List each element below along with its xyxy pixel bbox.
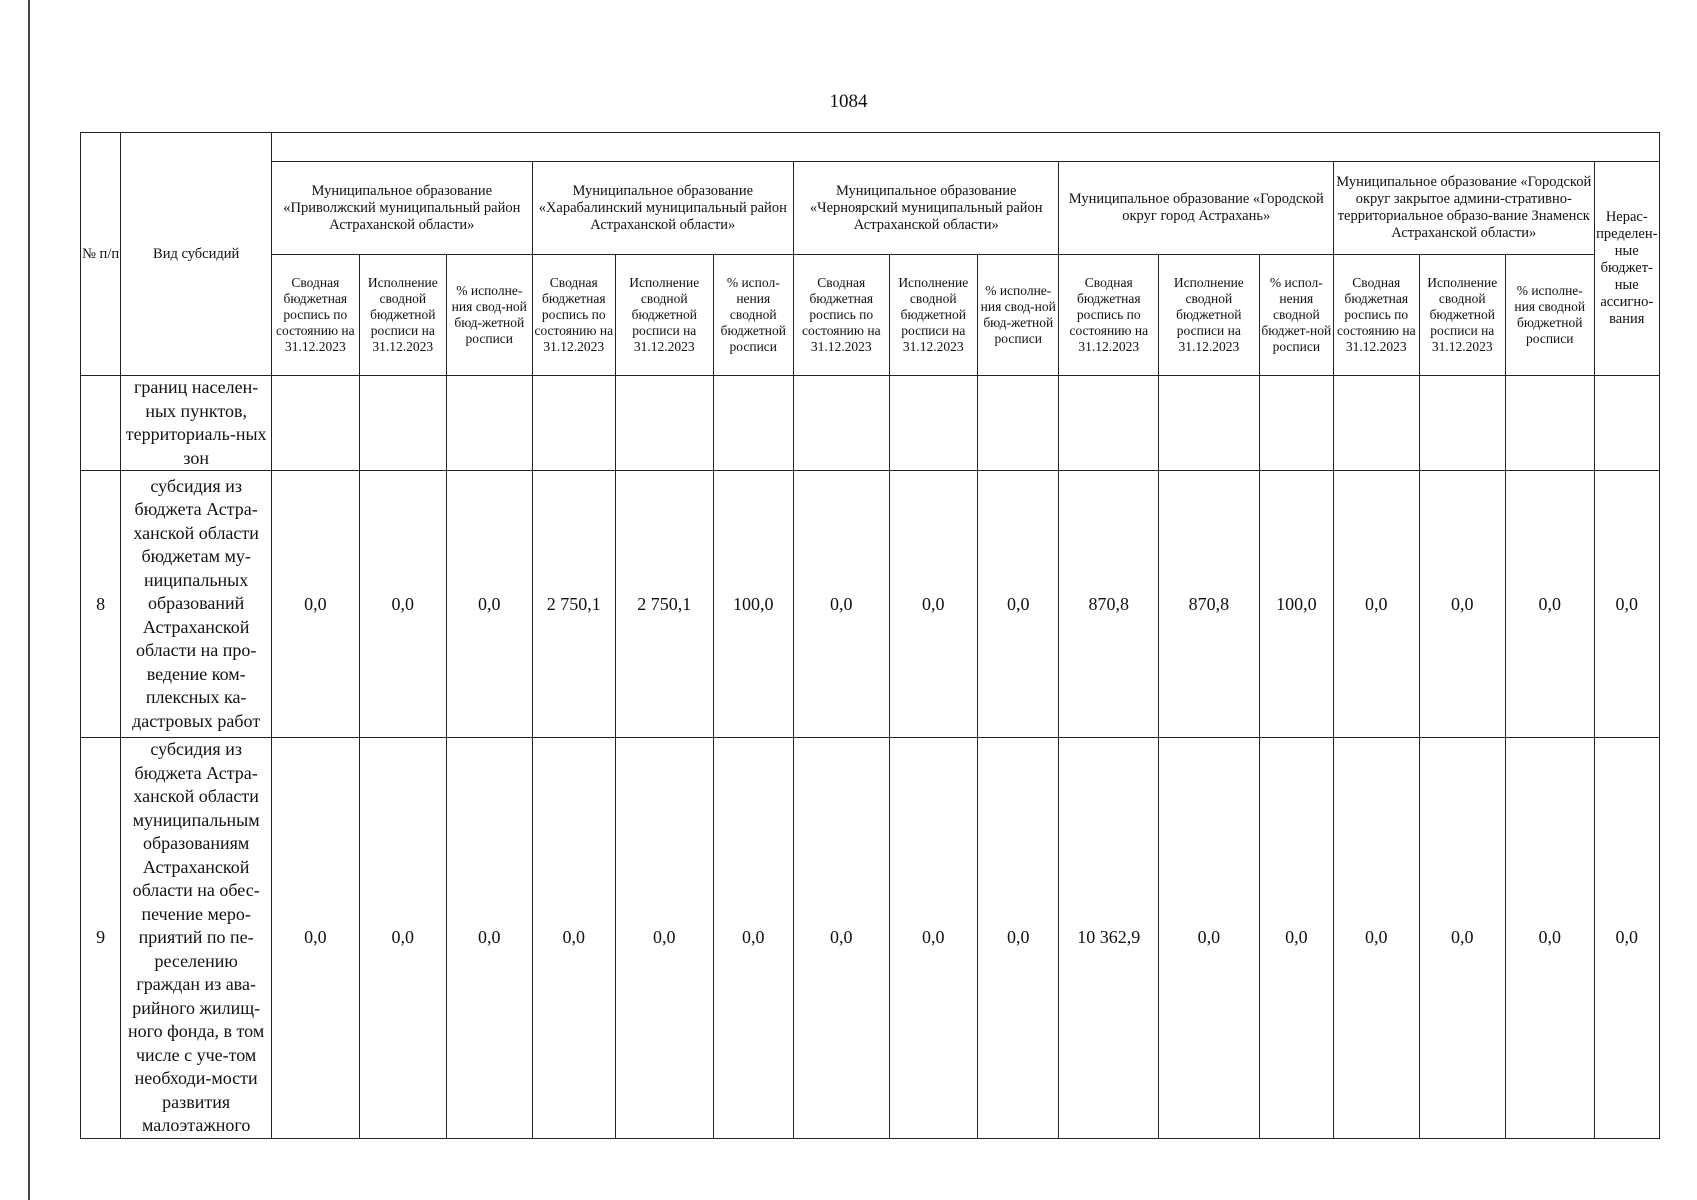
table-cell: 0,0 — [978, 738, 1059, 1139]
table-cell: 0,0 — [1594, 738, 1660, 1139]
table-cell: 0,0 — [1419, 471, 1505, 738]
table-cell: 0,0 — [794, 471, 890, 738]
table-cell: 100,0 — [713, 471, 793, 738]
table-cell — [978, 376, 1059, 471]
subsidy-kind: субсидия из бюджета Астра-ханской области муниципальным образованиям Астраханской области на обес-печение меро-приятий по пе-реселению граждан из ава-рийного жилищ-ного фонда, в том числе с уче-том необходи-мости развития малоэтажного — [121, 738, 272, 1139]
page-number: 1084 — [829, 91, 868, 112]
table-cell: 0,0 — [794, 738, 890, 1139]
table-cell — [1159, 376, 1260, 471]
table-cell: 870,8 — [1159, 471, 1260, 738]
table-cell — [1059, 376, 1159, 471]
header-column: Сводная бюджетная роспись по состоянию на 31.12.2023 — [794, 255, 890, 376]
table-cell — [532, 376, 615, 471]
table-cell: 0,0 — [889, 471, 978, 738]
header-column: Сводная бюджетная роспись по состоянию на 31.12.2023 — [1334, 255, 1419, 376]
table-cell — [1419, 376, 1505, 471]
header-column: Исполнение сводной бюджетной росписи на 31.12.2023 — [616, 255, 714, 376]
table-row — [81, 376, 1660, 471]
table-cell: 0,0 — [1594, 471, 1660, 738]
table-row — [81, 738, 1660, 1139]
table-cell: 0,0 — [616, 738, 714, 1139]
header-column: % исполне-ния свод-ной бюд-жетной росписи — [978, 255, 1059, 376]
table-cell — [794, 376, 890, 471]
table-cell: 0,0 — [532, 738, 615, 1139]
header-column: % исполне-ния свод-ной бюд-жетной росписи — [447, 255, 532, 376]
table-cell — [1506, 376, 1595, 471]
subsidies-table — [80, 132, 1660, 1139]
subsidy-kind: субсидия из бюджета Астра-ханской области бюджетам му-ниципальных образований Астраханской области на про-ведение ком-плексных ка-дастровых работ — [121, 471, 272, 738]
table-cell: 0,0 — [447, 471, 532, 738]
table-cell: 0,0 — [1334, 471, 1419, 738]
header-column: Исполнение сводной бюджетной росписи на 31.12.2023 — [359, 255, 446, 376]
table-cell: 0,0 — [359, 471, 446, 738]
header-municipality: Муниципальное образование «Приволжский муниципальный район Астраханской области» — [272, 162, 532, 255]
table-cell: 0,0 — [359, 738, 446, 1139]
table-cell — [447, 376, 532, 471]
table-cell: 10 362,9 — [1059, 738, 1159, 1139]
header-unallocated: Нерас-пределен-ные бюджет-ные ассигно-вания — [1594, 162, 1660, 376]
row-number: 9 — [81, 738, 121, 1139]
table-cell: 0,0 — [1506, 471, 1595, 738]
table-cell: 0,0 — [1419, 738, 1505, 1139]
subsidy-kind: границ населен-ных пунктов, территориаль-ных зон — [121, 376, 272, 471]
table-cell: 0,0 — [713, 738, 793, 1139]
table-cell — [272, 376, 359, 471]
table-cell — [1594, 376, 1660, 471]
table-cell: 0,0 — [272, 738, 359, 1139]
row-number: 8 — [81, 471, 121, 738]
header-column: % испол-нения сводной бюджет-ной росписи — [1259, 255, 1333, 376]
header-municipality: Муниципальное образование «Черноярский муниципальный район Астраханской области» — [794, 162, 1059, 255]
header-kind: Вид субсидий — [121, 133, 272, 376]
header-column: Исполнение сводной бюджетной росписи на 31.12.2023 — [889, 255, 978, 376]
table-cell — [1334, 376, 1419, 471]
table-cell: 100,0 — [1259, 471, 1333, 738]
table-cell — [889, 376, 978, 471]
table-cell: 0,0 — [447, 738, 532, 1139]
table-cell: 0,0 — [889, 738, 978, 1139]
table-cell: 0,0 — [1334, 738, 1419, 1139]
table-cell: 2 750,1 — [532, 471, 615, 738]
header-column: % испол-нения сводной бюджетной росписи — [713, 255, 793, 376]
table-cell — [1259, 376, 1333, 471]
table-cell: 0,0 — [1259, 738, 1333, 1139]
header-column: Сводная бюджетная роспись по состоянию на 31.12.2023 — [532, 255, 615, 376]
table-cell: 0,0 — [272, 471, 359, 738]
table-row — [81, 471, 1660, 738]
table-cell — [713, 376, 793, 471]
header-num: № п/п — [81, 133, 121, 376]
header-column: Исполнение сводной бюджетной росписи на 31.12.2023 — [1159, 255, 1260, 376]
row-number — [81, 376, 121, 471]
table-cell: 0,0 — [1159, 738, 1260, 1139]
table-cell: 870,8 — [1059, 471, 1159, 738]
page-margin-line — [28, 0, 30, 1200]
header-municipality: Муниципальное образование «Городской округ город Астрахань» — [1059, 162, 1334, 255]
table-cell: 2 750,1 — [616, 471, 714, 738]
table-cell — [359, 376, 446, 471]
header-group — [272, 133, 1660, 162]
table-cell: 0,0 — [1506, 738, 1595, 1139]
header-column: Сводная бюджетная роспись по состоянию на 31.12.2023 — [272, 255, 359, 376]
table-cell: 0,0 — [978, 471, 1059, 738]
header-municipality: Муниципальное образование «Харабалинский муниципальный район Астраханской области» — [532, 162, 793, 255]
table-cell — [616, 376, 714, 471]
header-column: Исполнение сводной бюджетной росписи на 31.12.2023 — [1419, 255, 1505, 376]
header-column: % исполне-ния сводной бюджетной росписи — [1506, 255, 1595, 376]
header-municipality: Муниципальное образование «Городской округ закрытое админи-стративно-территориальное образо-вание Знаменск Астраханской области» — [1334, 162, 1594, 255]
header-column: Сводная бюджетная роспись по состоянию на 31.12.2023 — [1059, 255, 1159, 376]
